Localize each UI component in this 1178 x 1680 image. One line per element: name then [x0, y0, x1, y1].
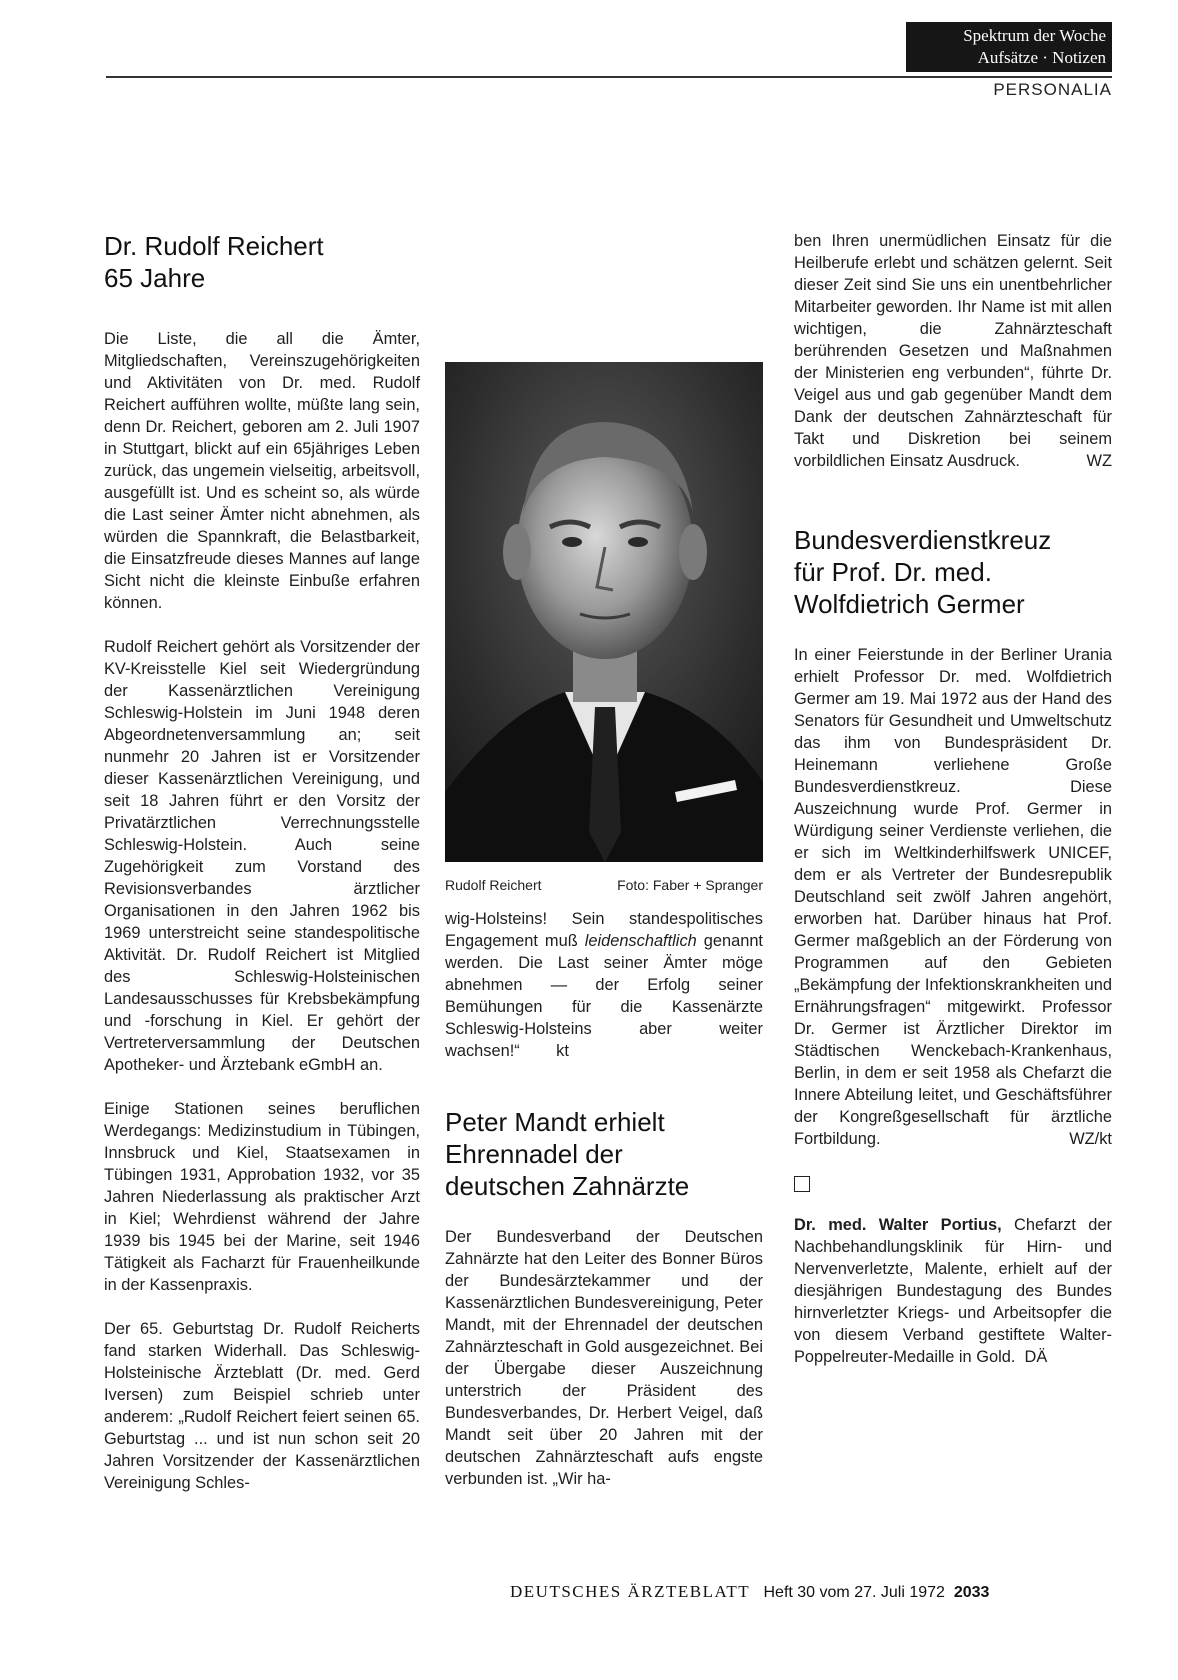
- article3-title-line3: Wolfdietrich Germer: [794, 589, 1025, 619]
- badge-line-2: Aufsätze · Notizen: [977, 48, 1106, 67]
- article1-title-line1: Dr. Rudolf Reichert: [104, 231, 324, 261]
- article2-paragraph-1: Der Bundesverband der Deutschen Zahnärzte hat den Leiter des Bonner Büros der Bundesärztekammer und der Kassenärztlichen Bundesvereinigung, Peter Mandt, mit der Ehrennadel der deutschen Zahnärzteschaft in Gold ausgezeichnet. Bei der Übergabe dieser Auszeichnung unterstrich der Präsident des Bundesverbandes, Dr. Herbert Veigel, daß Mandt seit über 20 Jahren mit der deutschen Zahnärzteschaft aufs engste verbunden ist. „Wir ha-: [445, 1228, 763, 1488]
- article4-paragraph: [794, 1214, 1112, 1368]
- section-badge: [906, 22, 1112, 72]
- article3-title-line2: für Prof. Dr. med.: [794, 557, 992, 587]
- article3-signature: WZ/kt: [1069, 1130, 1112, 1148]
- top-rule: [106, 76, 1112, 78]
- article2-title-line1: Peter Mandt erhielt: [445, 1107, 665, 1137]
- article3-title-line1: Bundesverdienstkreuz: [794, 525, 1052, 555]
- caption-name: Rudolf Reichert: [445, 877, 542, 893]
- article2-title: [445, 1106, 763, 1202]
- column-2: [445, 230, 763, 1490]
- column-1: [104, 230, 420, 1494]
- footer-page-number: 2033: [953, 1584, 990, 1601]
- badge-line-1: Spektrum der Woche: [963, 26, 1106, 45]
- article1-title: [104, 230, 420, 294]
- separator-box: [794, 1176, 810, 1192]
- article3-title: [794, 524, 1112, 620]
- section-label: PERSONALIA: [993, 80, 1112, 99]
- p5-text-a: wig-Holsteins! Sein standespolitisches Engagement muß: [445, 910, 763, 950]
- article1-paragraph-4: Der 65. Geburtstag Dr. Rudolf Reicherts fand starken Widerhall. Das Schleswig-Holsteinische Ärzteblatt (Dr. med. Gerd Iversen) zum Beispiel schrieb unter anderem: „Rudolf Reichert feiert seinen 65. Geburtstag ... und ist nun schon seit 20 Jahren Vorsitzender der Kassenärztlichen Vereinigung Schles-: [104, 1320, 420, 1492]
- article2-title-line3: deutschen Zahnärzte: [445, 1171, 690, 1201]
- column-3: [794, 230, 1112, 1368]
- article2-paragraph-2-text: ben Ihren unermüdlichen Einsatz für die Heilberufe erlebt und schätzen gelernt. Seit dieser Zeit sind Sie uns ein unentbehrlicher Mitarbeiter geworden. Ihr Name ist mit allen wichtigen, die Zahnärzteschaft berührenden Gesetzen und Maßnahmen der Ministerien eng verbunden“, führte Dr. Veigel aus und gab gegenüber Mandt dem Dank der deutschen Zahnärzteschaft für Takt und Diskretion bei seinem vorbildlichen Einsatz Ausdruck.: [794, 232, 1112, 470]
- article4-name: Dr. med. Walter Portius,: [794, 1216, 1002, 1234]
- article4-text: Chefarzt der Nachbehandlungsklinik für Hirn- und Nervenverletzte, Malente, erhielt auf der diesjährigen Bundestagung des Bundes hirnverletzter Kriegs- und Arbeitsopfer die von diesem Verband gestiftete Walter-Poppelreuter-Medaille in Gold.: [794, 1216, 1112, 1366]
- p5-emphasis: leidenschaftlich: [584, 932, 697, 950]
- article2-title-line2: Ehrennadel der: [445, 1139, 623, 1169]
- portrait-photo: [445, 362, 763, 862]
- article3-paragraph-1: In einer Feierstunde in der Berliner Urania erhielt Professor Dr. med. Wolfdietrich Germer am 19. Mai 1972 aus der Hand des Senators für Gesundheit und Umweltschutz das ihm von Bundespräsident Dr. Heinemann verliehene Große Bundesverdienstkreuz. Diese Auszeichnung wurde Prof. Germer in Würdigung seiner Verdienste verliehen, die er sich im Weltkinderhilfswerk UNICEF, dem er als Vertreter der Bundesrepublik Deutschland seit zwölf Jahren angehört, erworben hat. Darüber hinaus hat Prof. Germer maßgeblich an der Förderung von Programmen auf den Gebieten „Bekämpfung der Infektionskrankheiten und Ernährungsfragen“ mitgewirkt. Professor Dr. Germer ist Ärztlicher Direktor im Städtischen Wenckebach-Krankenhaus, Berlin, in dem er seit 1958 als Chefarzt die Innere Abteilung leitet, und Geschäftsführer der Kongreßgesellschaft für ärztliche Fortbildung.: [794, 646, 1112, 1148]
- article2-signature: WZ: [1086, 452, 1112, 470]
- page-footer: [510, 1582, 989, 1602]
- article1-paragraph-2: Rudolf Reichert gehört als Vorsitzender der KV-Kreisstelle Kiel seit Wiedergründung der Kassenärztlichen Vereinigung Schleswig-Holstein im Juni 1948 deren Abgeordnetenversammlung an; seit nunmehr 20 Jahren ist er Vorsitzender dieser Kassenärztlichen Vereinigung, und seit 18 Jahren führt er den Vorsitz der Privatärztlichen Verrechnungsstelle Schleswig-Holstein. Auch seine Zugehörigkeit zum Vorstand des Revisionsverbandes ärztlicher Organisationen in den Jahren 1962 bis 1969 unterstreicht seine standespolitische Aktivität. Dr. Rudolf Reichert ist Mitglied des Schleswig-Holsteinischen Landesausschusses für Krebsbekämpfung und -forschung in Kiel. Er gehört der Vertreterversammlung der Deutschen Apotheker- und Ärztebank eGmbH an.: [104, 638, 420, 1074]
- article1-paragraph-1: Die Liste, die all die Ämter, Mitgliedschaften, Vereinszugehörigkeiten und Aktivitäten von Dr. med. Rudolf Reichert aufführen wollte, müßte lang sein, denn Dr. Reichert, geboren am 2. Juli 1907 in Stuttgart, blickt auf ein 65jähriges Leben zurück, das ungemein vielseitig, arbeitsvoll, ausgefüllt ist. Und es scheint so, als würde die Last seiner Ämter nicht abnehmen, als würden die Spannkraft, die Belastbarkeit, die Einsatzfreude dieses Mannes auf lange Sicht nicht die kleinste Einbuße erfahren können.: [104, 330, 420, 612]
- p5-text-b: genannt werden. Die Last seiner Ämter möge abnehmen — der Erfolg seiner Bemühungen für die Kassenärzte Schleswig-Holsteins aber weiter wachsen!“: [445, 932, 763, 1060]
- article1-signature: kt: [556, 1042, 569, 1060]
- article1-paragraph-3: Einige Stationen seines beruflichen Werdegangs: Medizinstudium in Tübingen, Innsbruck und Kiel, Staatsexamen in Tübingen 1931, Approbation 1932, vor 35 Jahren Niederlassung als praktischer Arzt in Kiel; Wehrdienst während der Jahre 1939 bis 1945 bei der Marine, seit 1946 Tätigkeit als Facharzt für Frauenheilkunde in der Kassenpraxis.: [104, 1100, 420, 1294]
- article4-signature: DÄ: [1024, 1348, 1048, 1366]
- article2-paragraph-2: [794, 230, 1112, 472]
- article1-title-line2: 65 Jahre: [104, 263, 206, 293]
- caption-credit: Foto: Faber + Spranger: [617, 877, 763, 893]
- footer-journal: DEUTSCHES ÄRZTEBLATT: [510, 1582, 751, 1601]
- footer-issue: Heft 30 vom 27. Juli 1972: [763, 1584, 945, 1601]
- article1-paragraph-5: [445, 908, 763, 1062]
- photo-caption: [445, 876, 763, 894]
